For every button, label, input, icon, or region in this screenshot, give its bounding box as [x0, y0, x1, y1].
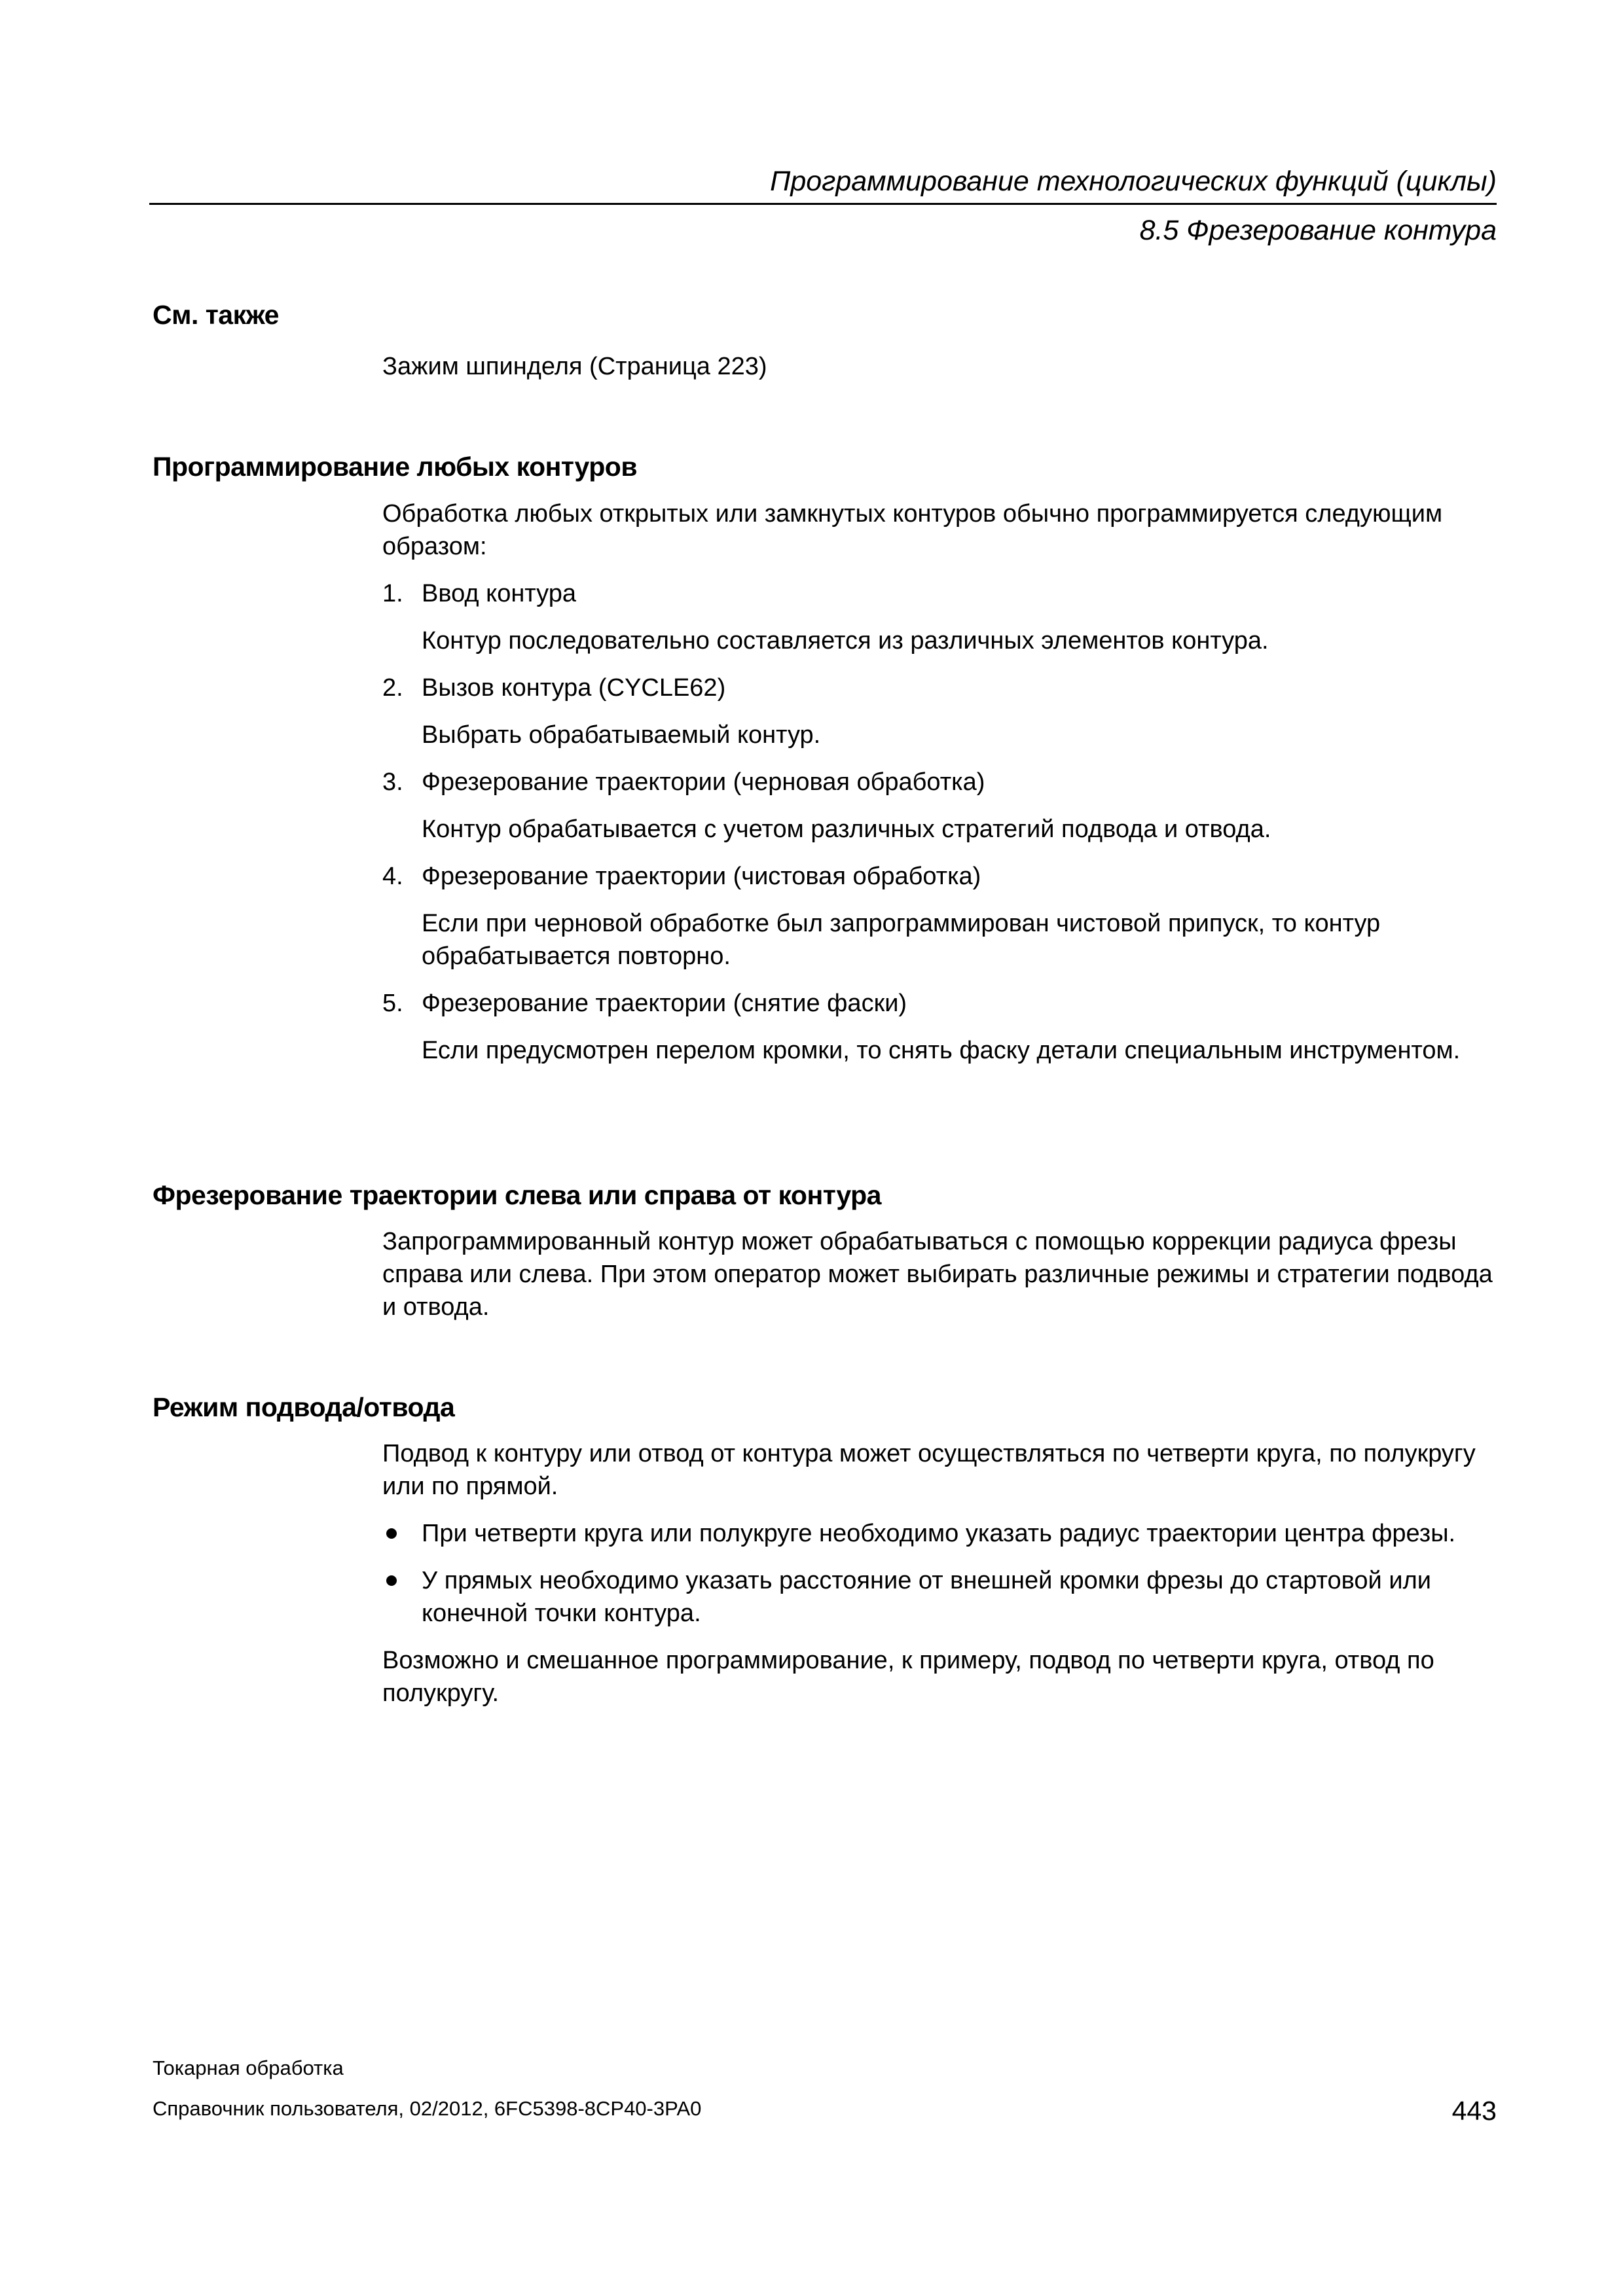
page-number: 443 [1451, 2096, 1497, 2126]
header-section-title: 8.5 Фрезерование контура [1139, 215, 1497, 246]
page-footer [153, 2055, 1497, 2136]
header-chapter-title: Программирование технологических функций (циклы) [149, 164, 1497, 205]
path-milling-heading: Фрезерование траектории слева или справа от контура [153, 1180, 881, 1210]
approach-mode-section [382, 1437, 1495, 1724]
any-contours-heading: Программирование любых контуров [153, 452, 638, 482]
list-item-number: 5. [382, 990, 403, 1017]
bullet-icon [386, 1575, 397, 1586]
footer-document-info: Справочник пользователя, 02/2012, 6FC5398-8CP40-3PA0 [153, 2097, 702, 2120]
approach-mode-outro: Возможно и смешанное программирование, к примеру, подвод по четверти круга, отвод по полукругу. [382, 1647, 1434, 1707]
list-item-title: Фрезерование траектории (снятие фаски) [422, 990, 907, 1017]
list-item-description: Если предусмотрен перелом кромки, то снять фаску детали специальным инструментом. [422, 1037, 1461, 1064]
list-item [382, 766, 1495, 798]
list-item-description: Выбрать обрабатываемый контур. [422, 721, 821, 749]
any-contours-section [382, 497, 1495, 1081]
list-item [382, 860, 1495, 893]
bullet-item [382, 1564, 1495, 1630]
page-header [149, 164, 1497, 248]
footer-product-title: Токарная обработка [153, 2056, 344, 2079]
bullet-text: При четверти круга или полукруге необходимо указать радиус траектории центра фрезы. [422, 1520, 1456, 1547]
list-item-title: Ввод контура [422, 580, 576, 607]
list-item-title: Фрезерование траектории (чистовая обработка) [422, 863, 981, 890]
approach-mode-intro: Подвод к контуру или отвод от контура может осуществляться по четверти круга, по полукругу или по прямой. [382, 1440, 1476, 1500]
list-item-number: 3. [382, 768, 403, 796]
see-also-link[interactable]: Зажим шпинделя (Страница 223) [382, 353, 767, 380]
approach-mode-heading: Режим подвода/отвода [153, 1392, 455, 1422]
path-milling-section [382, 1225, 1495, 1338]
list-item-number: 1. [382, 580, 403, 607]
see-also-section [382, 350, 1495, 397]
list-item-number: 2. [382, 674, 403, 702]
list-item-description: Если при черновой обработке был запрограммирован чистовой припуск, то контур обрабатывается повторно. [422, 910, 1381, 970]
bullet-text: У прямых необходимо указать расстояние от внешней кромки фрезы до стартовой или конечной точки контура. [422, 1567, 1431, 1627]
bullet-icon [386, 1528, 397, 1539]
list-item-title: Фрезерование траектории (черновая обработка) [422, 768, 985, 796]
list-item [382, 987, 1495, 1020]
list-item [382, 577, 1495, 610]
list-item [382, 672, 1495, 704]
list-item-description: Контур обрабатывается с учетом различных стратегий подвода и отвода. [422, 816, 1271, 843]
see-also-heading: См. также [153, 300, 279, 330]
list-item-description: Контур последовательно составляется из различных элементов контура. [422, 627, 1269, 655]
any-contours-intro: Обработка любых открытых или замкнутых контуров обычно программируется следующим образом: [382, 500, 1443, 560]
bullet-item [382, 1517, 1495, 1550]
list-item-title: Вызов контура (CYCLE62) [422, 674, 726, 702]
path-milling-text: Запрограммированный контур может обрабатываться с помощью коррекции радиуса фрезы справа или слева. При этом оператор может выбирать различные режимы и стратегии подвода и отвода. [382, 1228, 1493, 1321]
list-item-number: 4. [382, 863, 403, 890]
